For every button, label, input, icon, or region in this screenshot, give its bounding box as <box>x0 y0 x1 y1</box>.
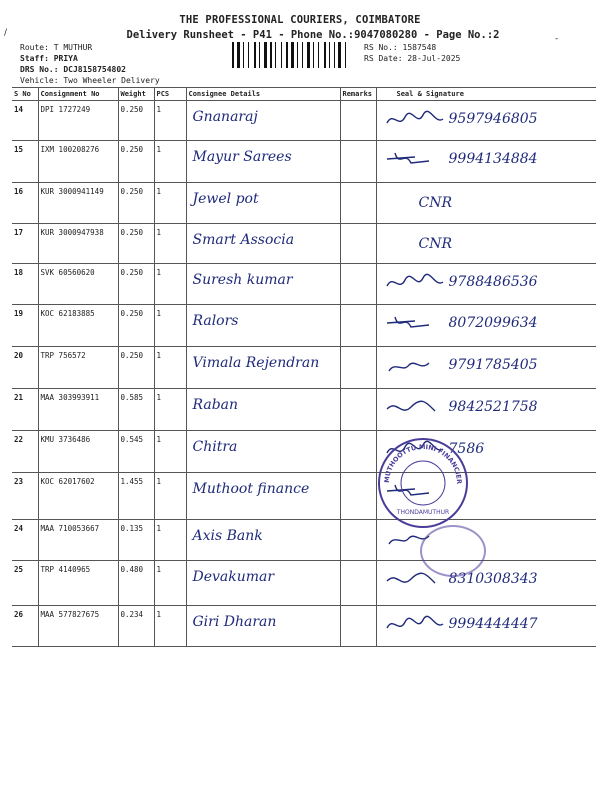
row-consignment-no: TRP 756572 <box>38 347 118 389</box>
row-remarks <box>340 101 376 141</box>
pen-dash-mark: - <box>555 34 559 44</box>
signature-scribble <box>385 149 445 171</box>
signature-scribble <box>385 313 445 335</box>
table-row <box>12 431 596 473</box>
consignee-handwriting: Axis Bank <box>192 528 263 544</box>
row-pcs: 1 <box>154 264 186 305</box>
row-sno: 15 <box>12 141 38 183</box>
row-pcs: 1 <box>154 305 186 347</box>
signature-scribble <box>385 355 445 377</box>
row-consignment-no: MAA 710053667 <box>38 520 118 561</box>
cnr-note: CNR <box>418 236 453 252</box>
stamp-text: MUTHOOTTU MINI FINANCIER <box>382 442 464 485</box>
row-consignee <box>186 520 340 561</box>
row-weight: 1.455 <box>118 473 154 520</box>
drs-text: DRS No.: DCJ8158754802 <box>20 65 126 74</box>
row-remarks <box>340 183 376 224</box>
row-pcs: 1 <box>154 389 186 431</box>
row-consignment-no: IXM 100208276 <box>38 141 118 183</box>
row-remarks <box>340 141 376 183</box>
row-consignment-no: KOC 62017602 <box>38 473 118 520</box>
rs-date-text: RS Date: 28-Jul-2025 <box>364 54 461 63</box>
signature-phone-number: 8072099634 <box>448 315 538 331</box>
row-pcs: 1 <box>154 431 186 473</box>
row-signature <box>376 561 596 606</box>
row-consignee <box>186 141 340 183</box>
route-text: Route: T MUTHUR <box>20 43 93 52</box>
row-pcs: 1 <box>154 141 186 183</box>
table-row <box>12 183 596 224</box>
row-signature <box>376 305 596 347</box>
row-remarks <box>340 431 376 473</box>
col-header-consignee: Consignee Details <box>186 88 340 101</box>
rs-no-text: RS No.: 1587548 <box>364 43 437 52</box>
row-sno: 19 <box>12 305 38 347</box>
row-weight: 0.250 <box>118 224 154 264</box>
row-consignee <box>186 561 340 606</box>
row-consignee <box>186 183 340 224</box>
signature-phone-number: 9842521758 <box>448 399 538 415</box>
row-sno: 16 <box>12 183 38 224</box>
secondary-seal-stamp <box>420 525 486 577</box>
table-row <box>12 347 596 389</box>
row-remarks <box>340 520 376 561</box>
table-row <box>12 473 596 520</box>
row-consignment-no: KUR 3000947938 <box>38 224 118 264</box>
row-weight: 0.545 <box>118 431 154 473</box>
svg-text:MUTHOOTTU MINI FINANCIERS LTD <box>380 440 463 484</box>
row-signature <box>376 264 596 305</box>
row-weight: 0.480 <box>118 561 154 606</box>
row-consignment-no: DPI 1727249 <box>38 101 118 141</box>
row-sno: 20 <box>12 347 38 389</box>
row-remarks <box>340 606 376 647</box>
table-row <box>12 561 596 606</box>
pen-tick-mark: / <box>4 28 8 38</box>
row-weight: 0.250 <box>118 305 154 347</box>
row-consignee <box>186 347 340 389</box>
col-header-pcs: PCS <box>154 88 186 101</box>
row-signature <box>376 389 596 431</box>
row-signature <box>376 347 596 389</box>
cnr-note: CNR <box>418 195 453 211</box>
consignee-handwriting: Raban <box>192 397 239 413</box>
row-pcs: 1 <box>154 561 186 606</box>
row-remarks <box>340 347 376 389</box>
row-sno: 26 <box>12 606 38 647</box>
row-signature <box>376 101 596 141</box>
consignee-handwriting: Smart Associa <box>192 232 295 248</box>
signature-phone-number: 9788486536 <box>448 274 538 290</box>
row-weight: 0.250 <box>118 183 154 224</box>
row-weight: 0.250 <box>118 347 154 389</box>
consignee-handwriting: Mayur Sarees <box>192 149 292 165</box>
consignee-handwriting: Chitra <box>192 439 238 455</box>
row-weight: 0.250 <box>118 264 154 305</box>
row-consignee <box>186 264 340 305</box>
row-consignment-no: MAA 303993911 <box>38 389 118 431</box>
company-title: THE PROFESSIONAL COURIERS, COIMBATORE <box>179 14 421 26</box>
col-header-weight: Weight <box>118 88 154 101</box>
signature-phone-number: 9597946805 <box>448 111 538 127</box>
consignee-handwriting: Gnanaraj <box>192 109 258 125</box>
row-sno: 21 <box>12 389 38 431</box>
row-signature <box>376 141 596 183</box>
row-signature <box>376 606 596 647</box>
row-pcs: 1 <box>154 347 186 389</box>
table-row <box>12 389 596 431</box>
row-consignment-no: MAA 577827675 <box>38 606 118 647</box>
row-consignment-no: KMU 3736486 <box>38 431 118 473</box>
row-weight: 0.234 <box>118 606 154 647</box>
table-row <box>12 101 596 141</box>
runsheet-title: Delivery Runsheet - P41 - Phone No.:9047080280 - Page No.:2 <box>126 29 500 41</box>
signature-scribble <box>385 614 445 636</box>
row-consignee <box>186 224 340 264</box>
row-consignee <box>186 101 340 141</box>
row-consignment-no: SVK 60560620 <box>38 264 118 305</box>
signature-scribble <box>385 272 445 294</box>
row-consignee <box>186 431 340 473</box>
row-pcs: 1 <box>154 183 186 224</box>
row-remarks <box>340 389 376 431</box>
runsheet-table <box>12 87 596 647</box>
row-weight: 0.250 <box>118 141 154 183</box>
signature-phone-number: 9994134884 <box>448 151 538 167</box>
consignee-handwriting: Ralors <box>192 313 239 329</box>
row-signature <box>376 183 596 224</box>
row-remarks <box>340 473 376 520</box>
row-consignee <box>186 473 340 520</box>
row-consignment-no: KUR 3000941149 <box>38 183 118 224</box>
consignee-handwriting: Giri Dharan <box>192 614 277 630</box>
row-pcs: 1 <box>154 224 186 264</box>
table-row <box>12 224 596 264</box>
signature-phone-number: 7586 <box>448 441 485 457</box>
row-weight: 0.250 <box>118 101 154 141</box>
row-sno: 17 <box>12 224 38 264</box>
company-seal-stamp <box>378 438 468 528</box>
row-consignee <box>186 305 340 347</box>
signature-phone-number: 9791785405 <box>448 357 538 373</box>
signature-phone-number: 9994444447 <box>448 616 538 632</box>
row-sno: 18 <box>12 264 38 305</box>
table-row <box>12 520 596 561</box>
consignee-handwriting: Suresh kumar <box>192 272 293 288</box>
row-consignee <box>186 606 340 647</box>
row-pcs: 1 <box>154 473 186 520</box>
staff-text: Staff: PRIYA <box>20 54 78 63</box>
table-header-row <box>12 88 596 101</box>
row-consignee <box>186 389 340 431</box>
row-sno: 14 <box>12 101 38 141</box>
row-remarks <box>340 264 376 305</box>
row-weight: 0.585 <box>118 389 154 431</box>
row-pcs: 1 <box>154 520 186 561</box>
row-signature <box>376 224 596 264</box>
table-row <box>12 606 596 647</box>
row-pcs: 1 <box>154 606 186 647</box>
signature-phone-number: 8310308343 <box>448 571 538 587</box>
row-consignment-no: KOC 62183885 <box>38 305 118 347</box>
consignee-handwriting: Muthoot finance <box>192 481 310 497</box>
row-remarks <box>340 305 376 347</box>
consignee-handwriting: Jewel pot <box>192 191 259 207</box>
consignee-handwriting: Devakumar <box>192 569 275 585</box>
row-remarks <box>340 561 376 606</box>
row-sno: 22 <box>12 431 38 473</box>
signature-scribble <box>385 109 445 131</box>
col-header-sno: S No <box>12 88 38 101</box>
col-header-consignment: Consignment No <box>38 88 118 101</box>
signature-scribble <box>385 397 445 419</box>
col-header-signature: Seal & Signature <box>376 88 596 101</box>
barcode <box>232 42 360 68</box>
row-sno: 23 <box>12 473 38 520</box>
row-weight: 0.135 <box>118 520 154 561</box>
table-row <box>12 305 596 347</box>
row-remarks <box>340 224 376 264</box>
table-row <box>12 264 596 305</box>
consignee-handwriting: Vimala Rejendran <box>192 355 320 371</box>
row-sno: 24 <box>12 520 38 561</box>
vehicle-text: Vehicle: Two Wheeler Delivery <box>20 76 160 85</box>
row-consignment-no: TRP 4140965 <box>38 561 118 606</box>
row-pcs: 1 <box>154 101 186 141</box>
stamp-place: THONDAMUTHUR <box>396 509 450 516</box>
col-header-remarks: Remarks <box>340 88 376 101</box>
table-row <box>12 141 596 183</box>
row-sno: 25 <box>12 561 38 606</box>
